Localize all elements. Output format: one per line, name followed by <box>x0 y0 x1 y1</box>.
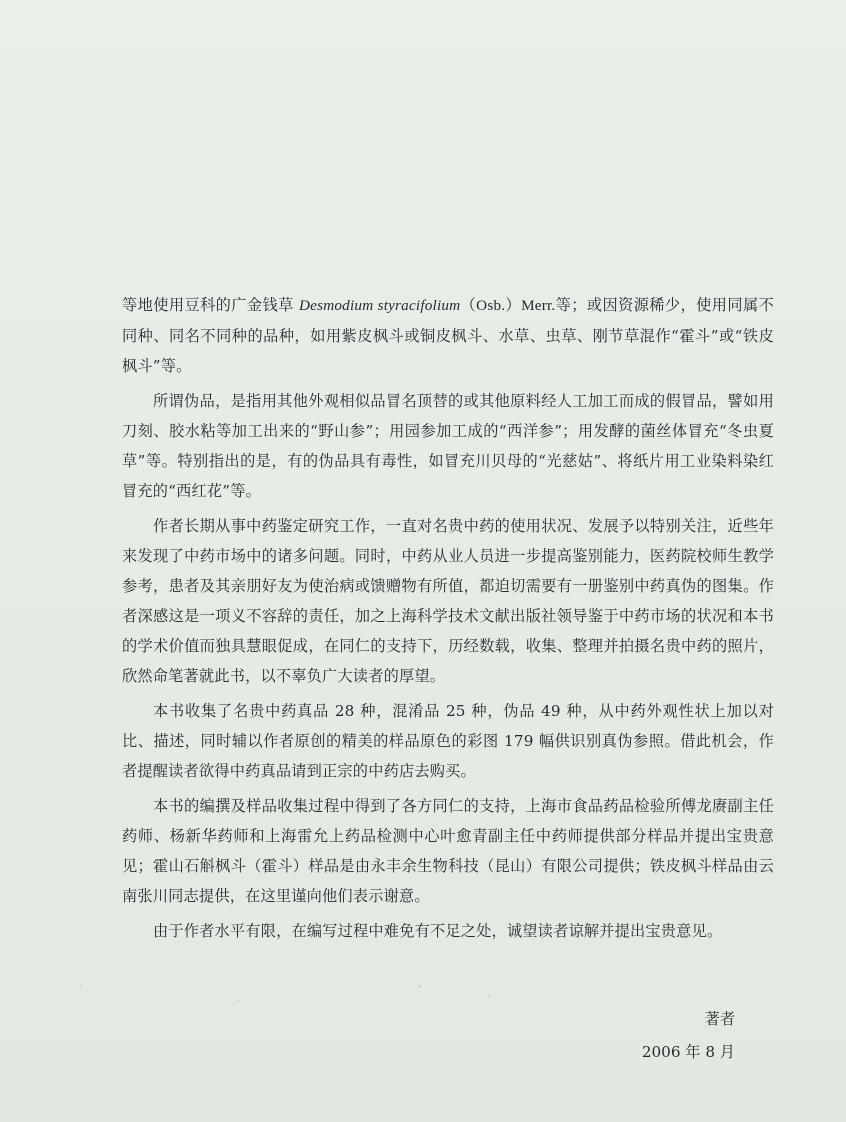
author-signature: 著者 <box>704 1010 735 1028</box>
paragraph-counterfeit-definition: 所谓伪品，是指用其他外观相似品冒名顶替的或其他原料经人工加工而成的假冒品，譬如用刀刻、胶水粘等加工出来的“野山参”；用园参加工成的“西洋参”；用发酵的菌丝体冒充“冬虫夏草”等。特别指出的是，有的伪品具有毒性，如冒充川贝母的“光慈姑”、将纸片用工业染料染红冒充的“西红花”等。 <box>122 392 774 500</box>
scan-speck <box>80 985 82 987</box>
paragraph-book-contents: 本书收集了名贵中药真品 28 种，混淆品 25 种，伪品 49 种，从中药外观性状上加以对比、描述，同时辅以作者原创的精美的样品原色的彩图 179 幅供识别真伪参照。借此机会，作者提醒读者欲得中药真品请到正宗的中药店去购买。 <box>122 702 774 780</box>
paragraph-acknowledgements: 本书的编撰及样品收集过程中得到了各方同仁的支持，上海市食品药品检验所傅龙赓副主任药师、杨新华药师和上海雷允上药品检测中心叶愈青副主任中药师提供部分样品并提出宝贵意见；霍山石斛枫斗（霍斗）样品是由永丰余生物科技（昆山）有限公司提供；铁皮枫斗样品由云南张川同志提供，在这里谨向他们表示谢意。 <box>122 797 774 905</box>
paragraph-1-text-b: 等；或因资源稀少，使用同属不同种、同名不同种的品种，如用紫皮枫斗或铜皮枫斗、水草、虫草、刚节草混作“霍斗”或“铁皮枫斗”等。 <box>122 296 774 375</box>
latin-author-abbrev: （Osb.）Merr. <box>460 297 556 314</box>
scan-speck <box>237 1000 239 1002</box>
latin-species-name: Desmodium styracifolium <box>299 297 461 314</box>
paragraph-continued <box>122 290 774 381</box>
paragraph-1-text-a: 等地使用豆科的广金钱草 <box>122 296 299 314</box>
paragraph-closing: 由于作者水平有限，在编写过程中难免有不足之处，诚望读者谅解并提出宝贵意见。 <box>153 922 723 940</box>
scan-speck <box>488 995 490 997</box>
preface-body <box>122 290 774 946</box>
preface-date: 2006 年 8 月 <box>641 1043 735 1061</box>
paragraph-author-motivation: 作者长期从事中药鉴定研究工作，一直对名贵中药的使用状况、发展予以特别关注，近些年来发现了中药市场中的诸多问题。同时，中药从业人员进一步提高鉴别能力，医药院校师生教学参考，患者及其亲朋好友为使治病或馈赠物有所值，都迫切需要有一册鉴别中药真伪的图集。作者深感这是一项义不容辞的责任，加之上海科学技术文献出版社领导鉴于中药市场的状况和本书的学术价值而独具慧眼促成，在同仁的支持下，历经数载，收集、整理并拍摄名贵中药的照片，欣然命笔著就此书，以不辜负广大读者的厚望。 <box>122 517 774 685</box>
scan-speck <box>418 985 421 988</box>
